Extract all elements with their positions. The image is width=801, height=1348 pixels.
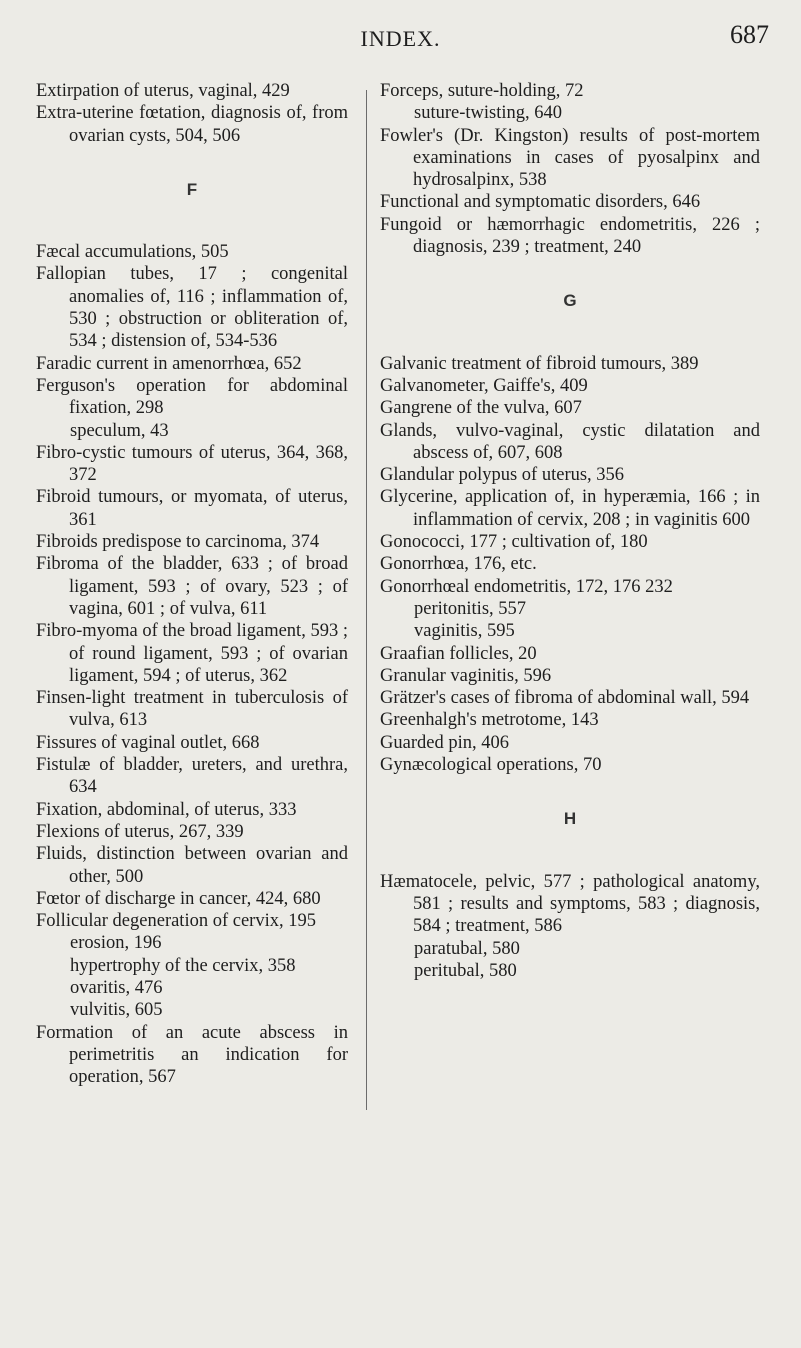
index-entry: Fissures of vaginal outlet, 668 xyxy=(36,732,260,753)
index-entry: Ferguson's operation for abdominal fixation, 298 xyxy=(36,375,348,419)
index-entry: Fibroid tumours, or myomata, of uterus, 361 xyxy=(36,487,348,530)
index-entry: Granular vaginitis, 596 xyxy=(380,665,552,686)
section-letter-h: H xyxy=(563,809,577,829)
index-entry: Graafian follicles, 20 xyxy=(380,643,537,664)
index-entry: Gonorrhœa, 176, etc. xyxy=(380,554,537,575)
index-entry: Fibro-cystic tumours of uterus, 364, 368, 372 xyxy=(36,442,348,486)
running-head: INDEX. xyxy=(360,26,441,51)
index-entry: Extra-uterine fœtation, diagnosis of, from ovarian cysts, 504, 506 xyxy=(36,103,348,146)
index-entry: Faradic current in amenorrhœa, 652 xyxy=(36,353,302,374)
index-entry: Fistulæ of bladder, ureters, and urethra, 634 xyxy=(36,755,348,798)
index-entry: Fæcal accumulations, 505 xyxy=(36,242,229,263)
index-entry: Finsen-light treatment in tuberculosis of vulva, 613 xyxy=(36,688,348,731)
index-subentry: vulvitis, 605 xyxy=(70,1000,163,1021)
index-entry: Grätzer's cases of fibroma of abdominal wall, 594 xyxy=(380,688,750,709)
index-entry: Greenhalgh's metrotome, 143 xyxy=(380,710,599,731)
index-entry: Glycerine, application of, in hyperæmia, 166 ; in inflammation of cervix, 208 ; in vaginitis 600 xyxy=(380,487,760,530)
index-entry: Forceps, suture-holding, 72 xyxy=(380,81,584,101)
index-entry: Fibroma of the bladder, 633 ; of broad ligament, 593 ; of ovary, 523 ; of vagina, 601 ; of vulva, 611 xyxy=(36,554,348,619)
left-column xyxy=(36,80,348,1088)
right-column xyxy=(380,80,760,982)
index-subentry: hypertrophy of the cervix, 358 xyxy=(70,955,296,976)
index-subentry: speculum, 43 xyxy=(70,420,169,441)
index-entry: Gonorrhœal endometritis, 172, 176 232 xyxy=(380,576,673,597)
index-entry: Galvanic treatment of fibroid tumours, 389 xyxy=(380,353,699,374)
index-entry: Glandular polypus of uterus, 356 xyxy=(380,465,625,486)
index-entry: Glands, vulvo-vaginal, cystic dilatation and abscess of, 607, 608 xyxy=(380,420,760,463)
index-subentry: peritubal, 580 xyxy=(414,960,517,981)
index-entry: Follicular degeneration of cervix, 195 xyxy=(36,911,316,932)
section-letter-g: G xyxy=(563,291,577,311)
index-entry: Fœtor of discharge in cancer, 424, 680 xyxy=(36,888,321,909)
page-number: 687 xyxy=(730,20,769,49)
index-entry: Gangrene of the vulva, 607 xyxy=(380,398,582,419)
index-entry: Gonococci, 177 ; cultivation of, 180 xyxy=(380,532,648,553)
column-divider xyxy=(366,90,367,1110)
index-entry: Fowler's (Dr. Kingston) results of post-mortem examinations in cases of pyosalpinx and hydrosalpinx, 538 xyxy=(380,125,760,191)
index-subentry: suture-twisting, 640 xyxy=(414,103,562,124)
index-entry: Fibro-myoma of the broad ligament, 593 ; of round ligament, 593 ; of ovarian ligament, 594 ; of uterus, 362 xyxy=(36,621,348,686)
index-entry: Gynæcological operations, 70 xyxy=(380,755,602,776)
section-letter-f: F xyxy=(186,179,198,199)
index-entry: Guarded pin, 406 xyxy=(380,732,509,753)
index-entry: Fluids, distinction between ovarian and other, 500 xyxy=(36,844,348,887)
index-subentry: peritonitis, 557 xyxy=(414,598,527,619)
index-entry: Flexions of uterus, 267, 339 xyxy=(36,821,244,842)
index-entry: Hæmatocele, pelvic, 577 ; pathological anatomy, 581 ; results and symptoms, 583 ; diagnosis, 584 ; treatment, 586 xyxy=(380,871,760,937)
index-subentry: erosion, 196 xyxy=(70,933,162,954)
index-subentry: paratubal, 580 xyxy=(414,938,520,959)
index-subentry: ovaritis, 476 xyxy=(70,977,163,998)
index-entry: Functional and symptomatic disorders, 646 xyxy=(380,192,701,213)
index-entry: Fixation, abdominal, of uterus, 333 xyxy=(36,799,297,820)
index-entry: Fungoid or hæmorrhagic endometritis, 226 ; diagnosis, 239 ; treatment, 240 xyxy=(380,214,760,258)
index-entry: Fallopian tubes, 17 ; congenital anomalies of, 116 ; inflammation of, 530 ; obstruction or obliteration of, 534 ; distension of, 534-536 xyxy=(36,264,348,352)
index-subentry: vaginitis, 595 xyxy=(414,621,515,642)
index-entry: Galvanometer, Gaiffe's, 409 xyxy=(380,375,588,396)
index-entry: Extirpation of uterus, vaginal, 429 xyxy=(36,81,290,101)
index-entry: Fibroids predispose to carcinoma, 374 xyxy=(36,532,320,553)
index-entry: Formation of an acute abscess in perimetritis an indication for operation, 567 xyxy=(36,1022,348,1088)
